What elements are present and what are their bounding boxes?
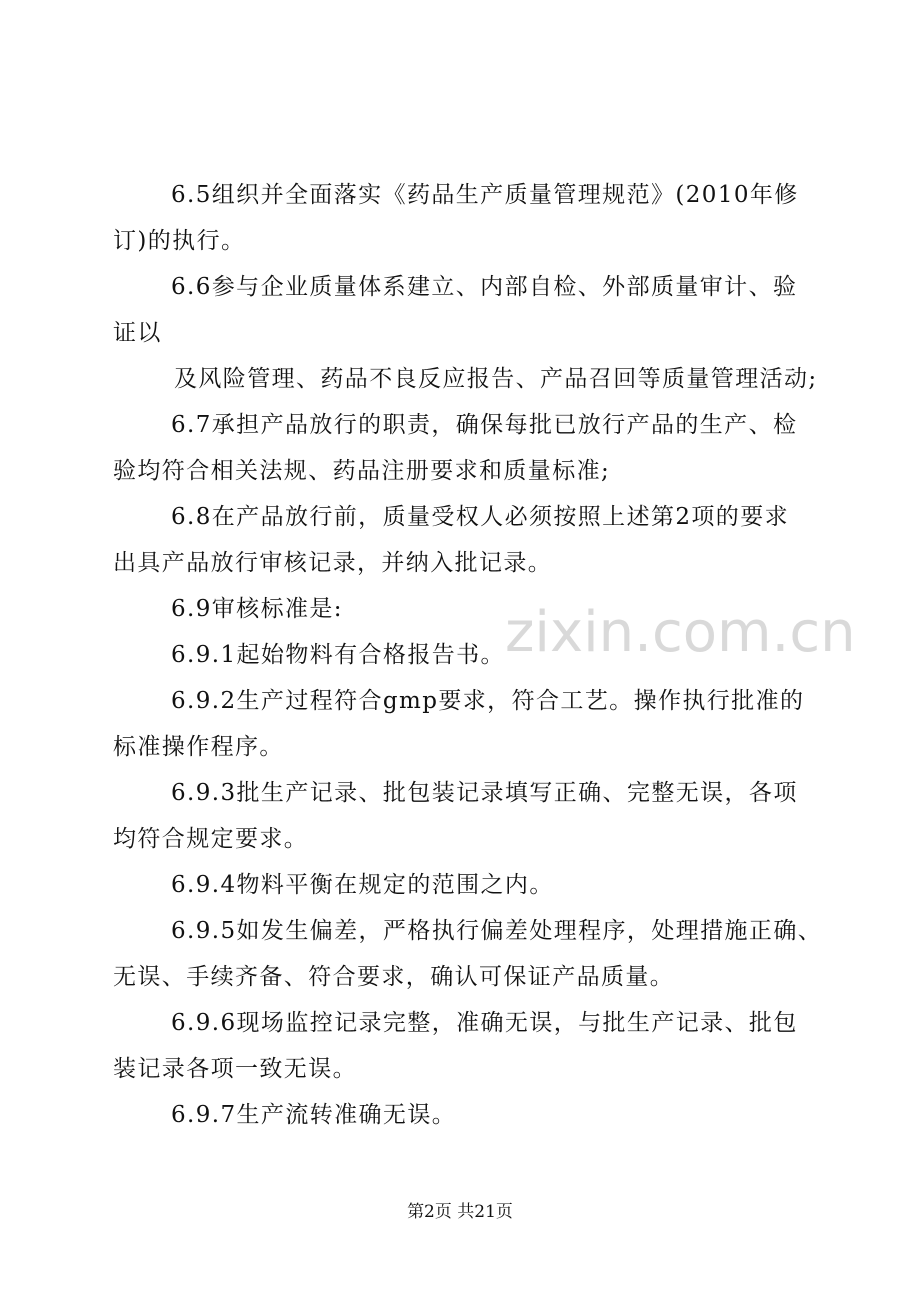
paragraph-6-8-line-2: 出具产品放行审核记录，并纳入批记录。 xyxy=(113,550,553,576)
paragraph-6-7-line-2: 验均符合相关法规、药品注册要求和质量标准; xyxy=(113,458,611,484)
paragraph-6-9-4: 6.9.4物料平衡在规定的范围之内。 xyxy=(171,872,554,898)
paragraph-6-9-3-line-1: 6.9.3批生产记录、批包装记录填写正确、完整无误，各项 xyxy=(171,780,798,806)
paragraph-6-6-line-2: 证以 xyxy=(113,320,162,346)
paragraph-6-6-line-3: 及风险管理、药品不良反应报告、产品召回等质量管理活动; xyxy=(174,366,818,392)
paragraph-6-9-5-line-1: 6.9.5如发生偏差，严格执行偏差处理程序，处理措施正确、 xyxy=(171,918,823,944)
watermark: zixin.com.cn xyxy=(505,600,856,665)
paragraph-6-7-line-1: 6.7承担产品放行的职责，确保每批已放行产品的生产、检 xyxy=(171,412,798,438)
paragraph-6-9-6-line-2: 装记录各项一致无误。 xyxy=(113,1056,357,1082)
paragraph-6-5-line-2: 订)的执行。 xyxy=(113,228,246,254)
paragraph-6-9-1: 6.9.1起始物料有合格报告书。 xyxy=(171,642,505,668)
paragraph-6-9: 6.9审核标准是: xyxy=(171,596,343,622)
paragraph-6-5-line-1: 6.5组织并全面落实《药品生产质量管理规范》(2010年修 xyxy=(171,182,799,208)
paragraph-6-9-7: 6.9.7生产流转准确无误。 xyxy=(171,1102,457,1128)
page-footer: 第2页 共21页 xyxy=(407,1202,513,1222)
paragraph-6-9-5-line-2: 无误、手续齐备、符合要求，确认可保证产品质量。 xyxy=(113,964,675,990)
paragraph-6-9-3-line-2: 均符合规定要求。 xyxy=(113,826,309,852)
paragraph-6-6-line-1: 6.6参与企业质量体系建立、内部自检、外部质量审计、验 xyxy=(171,274,798,300)
paragraph-6-9-2-line-2: 标准操作程序。 xyxy=(113,734,284,760)
paragraph-6-9-2-line-1: 6.9.2生产过程符合gmp要求，符合工艺。操作执行批准的 xyxy=(171,688,805,714)
paragraph-6-8-line-1: 6.8在产品放行前，质量受权人必须按照上述第2项的要求 xyxy=(171,504,790,530)
paragraph-6-9-6-line-1: 6.9.6现场监控记录完整，准确无误，与批生产记录、批包 xyxy=(171,1010,798,1036)
